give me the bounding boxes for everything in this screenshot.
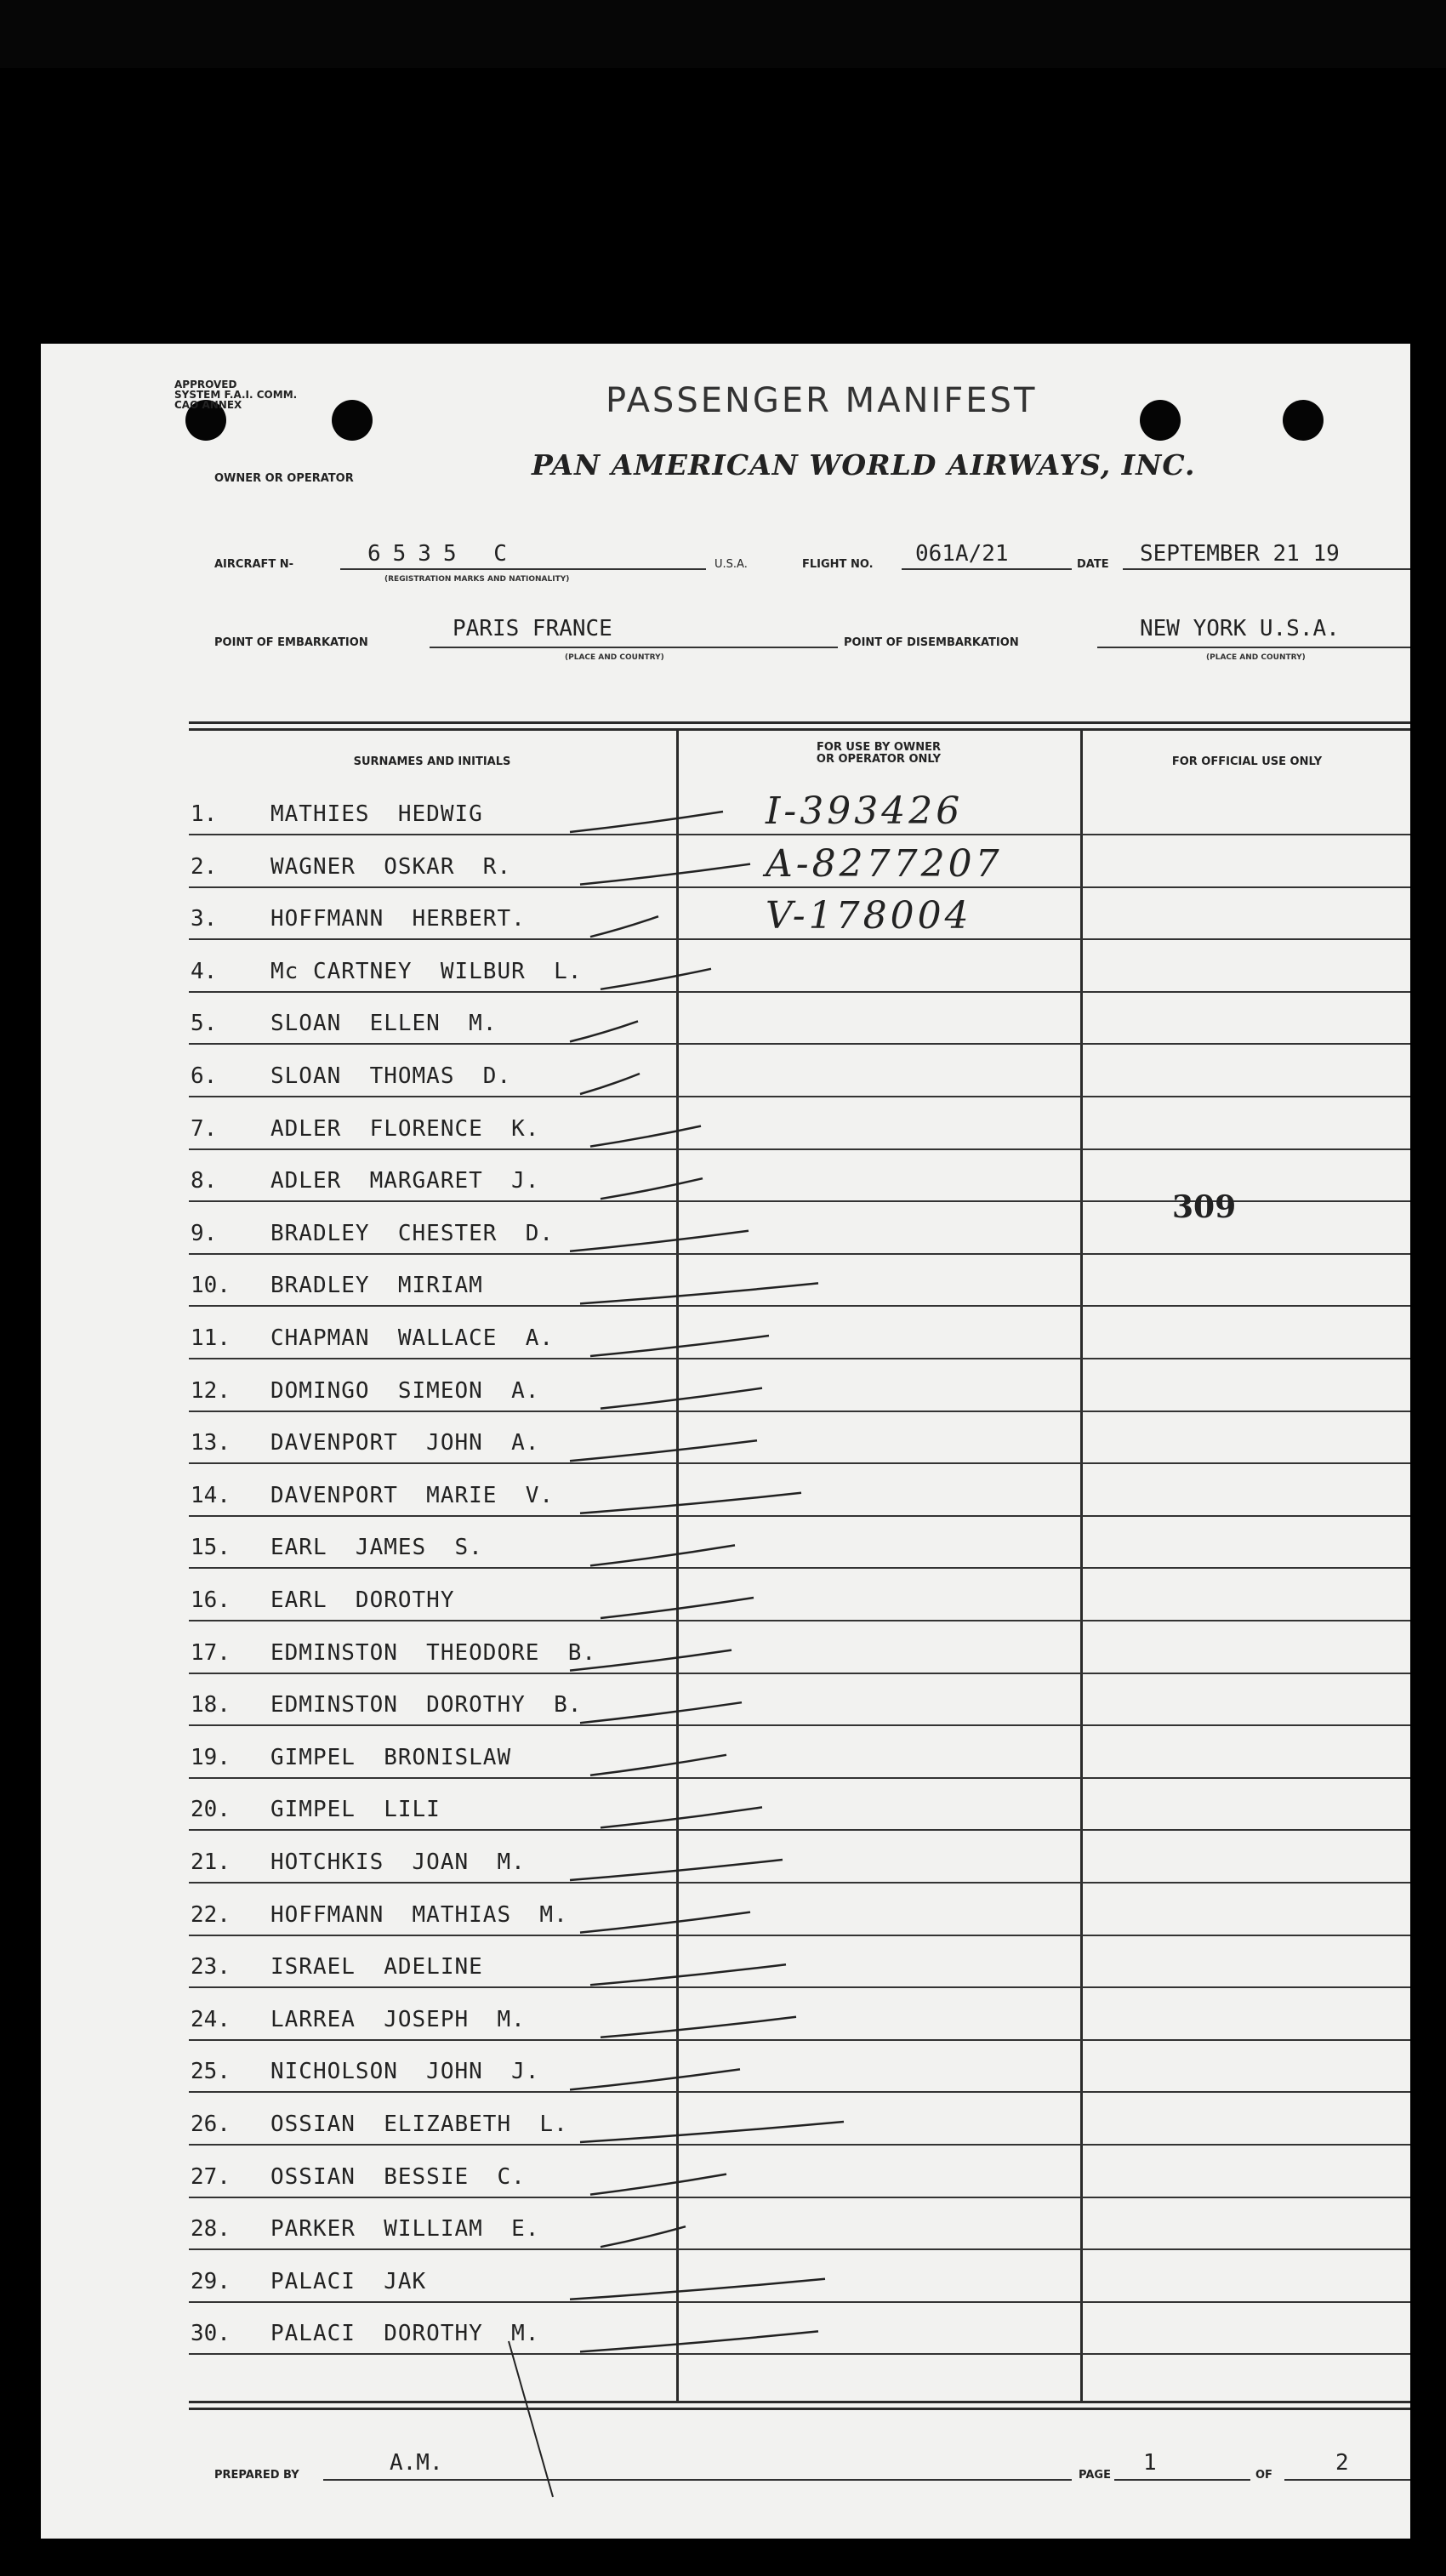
disembarkation-value: NEW YORK U.S.A. [1140, 616, 1340, 641]
pen-check-stroke [601, 1388, 762, 1409]
pen-check-stroke [601, 2017, 796, 2037]
passenger-number: 12. [191, 1377, 231, 1404]
passenger-name: EDMINSTON THEODORE B. [270, 1639, 597, 1666]
passenger-name: Mc CARTNEY WILBUR L. [270, 958, 583, 984]
aircraft-value: 6535 C [367, 541, 519, 567]
of-label: OF [1255, 2469, 1272, 2482]
pen-check-stroke [590, 1545, 735, 1565]
passenger-name: ADLER MARGARET J. [270, 1168, 540, 1194]
owner-label: OWNER OR OPERATOR [214, 472, 354, 485]
flight-value: 061A/21 [915, 541, 1009, 567]
registration-note: (REGISTRATION MARKS AND NATIONALITY) [384, 575, 570, 584]
passenger-name: BRADLEY MIRIAM [270, 1273, 483, 1299]
passenger-number: 29. [191, 2268, 231, 2294]
passenger-name: HOFFMANN MATHIAS M. [270, 1901, 568, 1928]
pen-check-stroke [580, 2122, 844, 2142]
passenger-number: 4. [191, 958, 218, 984]
approval-line: APPROVED [174, 379, 237, 390]
pen-check-stroke [590, 1755, 726, 1775]
pen-check-stroke [570, 1650, 732, 1671]
embarkation-value: PARIS FRANCE [453, 616, 612, 641]
pen-check-stroke [580, 1074, 640, 1094]
passenger-name: HOTCHKIS JOAN M. [270, 1849, 526, 1875]
passenger-number: 21. [191, 1849, 231, 1875]
official-number: 309 [1172, 1189, 1237, 1225]
passenger-name: PALACI JAK [270, 2268, 427, 2294]
approval-line: CAO ANNEX [174, 399, 242, 411]
date-label: DATE [1077, 558, 1109, 571]
passenger-number: 19. [191, 1744, 231, 1770]
pen-check-stroke [590, 1964, 786, 1985]
approval-line: SYSTEM F.A.I. COMM. [174, 389, 298, 401]
embarkation-label: POINT OF EMBARKATION [214, 636, 368, 649]
passenger-number: 14. [191, 1482, 231, 1508]
passenger-name: HOFFMANN HERBERT. [270, 906, 526, 932]
pen-tail-stroke [509, 2341, 553, 2497]
passenger-name: SLOAN ELLEN M. [270, 1011, 498, 1037]
date-value: SEPTEMBER 21 19 [1140, 541, 1340, 567]
pen-check-stroke [570, 1440, 757, 1461]
of-value: 2 [1335, 2450, 1349, 2476]
page-value: 1 [1143, 2450, 1157, 2476]
pen-check-stroke [580, 1283, 818, 1303]
column-header-owner-line: FOR USE BY OWNER [816, 741, 942, 754]
passenger-name: EARL JAMES S. [270, 1535, 483, 1561]
pen-check-stroke [570, 2279, 825, 2300]
pen-check-stroke [590, 916, 658, 937]
prepared-label: PREPARED BY [214, 2469, 299, 2482]
passenger-name: WAGNER OSKAR R. [270, 853, 512, 880]
passenger-name: LARREA JOSEPH M. [270, 2006, 526, 2032]
passenger-number: 9. [191, 1220, 218, 1246]
disembarkation-label: POINT OF DISEMBARKATION [844, 636, 1019, 649]
pen-check-stroke [580, 1702, 742, 1723]
pen-check-stroke [570, 812, 723, 832]
passenger-number: 28. [191, 2216, 231, 2243]
passenger-name: ISRAEL ADELINE [270, 1954, 483, 1980]
passenger-number: 18. [191, 1692, 231, 1718]
document-title: PASSENGER MANIFEST [606, 381, 1038, 420]
handwritten-document-number: V-178004 [766, 894, 972, 938]
passenger-number: 7. [191, 1115, 218, 1142]
column-header-owner-line: OR OPERATOR ONLY [816, 753, 942, 766]
pen-check-stroke [601, 2226, 686, 2247]
pen-check-stroke [590, 1336, 769, 1356]
passenger-name: DAVENPORT JOHN A. [270, 1430, 540, 1456]
pen-check-stroke [570, 2069, 740, 2089]
flight-label: FLIGHT NO. [802, 558, 874, 571]
passenger-number: 23. [191, 1954, 231, 1980]
handwritten-document-number: A-8277207 [766, 841, 1003, 886]
passenger-name: PARKER WILLIAM E. [270, 2216, 540, 2243]
passenger-name: ADLER FLORENCE K. [270, 1115, 540, 1142]
column-header-surnames: SURNAMES AND INITIALS [353, 755, 511, 768]
passenger-name: GIMPEL LILI [270, 1797, 441, 1823]
passenger-name: DAVENPORT MARIE V. [270, 1482, 555, 1508]
passenger-name: CHAPMAN WALLACE A. [270, 1325, 555, 1351]
passenger-number: 8. [191, 1168, 218, 1194]
pen-check-stroke [590, 2174, 726, 2195]
passenger-number: 17. [191, 1639, 231, 1666]
passenger-number: 25. [191, 2059, 231, 2085]
passenger-number: 11. [191, 1325, 231, 1351]
passenger-number: 3. [191, 906, 218, 932]
passenger-number: 30. [191, 2321, 231, 2347]
passenger-number: 2. [191, 853, 218, 880]
passenger-number: 10. [191, 1273, 231, 1299]
pen-check-stroke [601, 1178, 703, 1199]
pen-check-stroke [580, 1912, 750, 1933]
pen-check-stroke [570, 1860, 783, 1880]
company-name: PAN AMERICAN WORLD AIRWAYS, INC. [532, 448, 1196, 482]
passenger-name: PALACI DOROTHY M. [270, 2321, 540, 2347]
pen-check-stroke [601, 1598, 754, 1618]
passenger-number: 13. [191, 1430, 231, 1456]
passenger-number: 16. [191, 1587, 231, 1613]
pen-check-stroke [580, 2331, 818, 2351]
passenger-name: OSSIAN BESSIE C. [270, 2163, 526, 2190]
pen-check-stroke [590, 1126, 701, 1147]
pen-check-stroke [570, 1231, 749, 1251]
passenger-name: BRADLEY CHESTER D. [270, 1220, 555, 1246]
pen-check-stroke [570, 1021, 638, 1041]
page-label: PAGE [1079, 2469, 1111, 2482]
passenger-name: EDMINSTON DOROTHY B. [270, 1692, 583, 1718]
handwritten-document-number: I-393426 [766, 789, 964, 833]
passenger-number: 20. [191, 1797, 231, 1823]
column-header-official: FOR OFFICIAL USE ONLY [1171, 755, 1323, 768]
passenger-number: 1. [191, 801, 218, 827]
passenger-number: 6. [191, 1063, 218, 1089]
pen-check-stroke [580, 864, 750, 885]
prepared-value: A.M. [390, 2450, 443, 2476]
passenger-number: 27. [191, 2163, 231, 2190]
passenger-name: DOMINGO SIMEON A. [270, 1377, 540, 1404]
pen-check-stroke [580, 1493, 801, 1513]
passenger-number: 22. [191, 1901, 231, 1928]
passenger-name: EARL DOROTHY [270, 1587, 455, 1613]
passenger-name: OSSIAN ELIZABETH L. [270, 2112, 568, 2137]
passenger-number: 5. [191, 1011, 218, 1037]
passenger-name: GIMPEL BRONISLAW [270, 1744, 512, 1770]
aircraft-label: AIRCRAFT N- [214, 558, 294, 571]
disembarkation-place-note: (PLACE AND COUNTRY) [1206, 653, 1306, 662]
passenger-number: 24. [191, 2006, 231, 2032]
embarkation-place-note: (PLACE AND COUNTRY) [565, 653, 664, 662]
passenger-name: SLOAN THOMAS D. [270, 1063, 512, 1089]
pen-check-stroke [601, 969, 711, 989]
usa-label: U.S.A. [714, 558, 748, 571]
passenger-number: 15. [191, 1535, 231, 1561]
passenger-name: MATHIES HEDWIG [270, 801, 483, 827]
passenger-number: 26. [191, 2112, 231, 2137]
passenger-name: NICHOLSON JOHN J. [270, 2059, 540, 2085]
pen-check-stroke [601, 1807, 762, 1827]
